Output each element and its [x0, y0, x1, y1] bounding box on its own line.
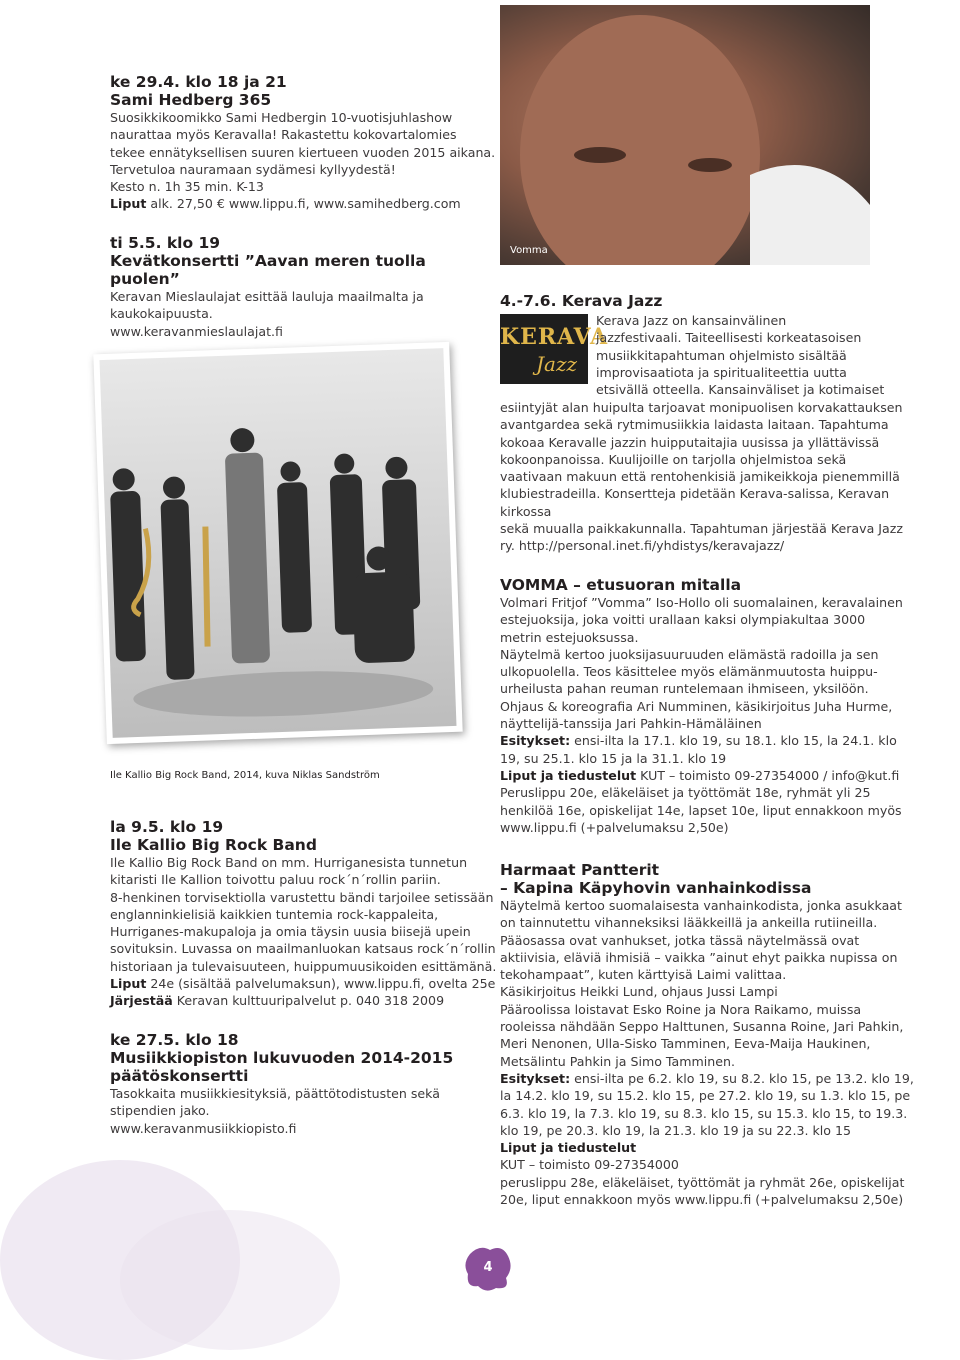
- tickets-text: 24e (sisältää palvelumaksun), www.lippu.fi, ovelta 25e: [146, 976, 496, 992]
- vomma-photo-caption: Vomma: [510, 245, 548, 256]
- text-line: Pääroolissa loistavat Esko Roine ja Nora Raikamo, muissa: [500, 1001, 862, 1017]
- shows-line: la 14.2. klo 19, su 15.2. klo 15, pe 27.2. klo 19, su 1.3. klo 15, pe: [500, 1088, 911, 1104]
- text-line: Tervetuloa nauramaan sydämesi kyllyydestä!: [110, 161, 396, 177]
- text-line: Kerava Jazz on kansainvälinen: [596, 313, 787, 328]
- tickets-label: Liput: [110, 196, 147, 212]
- tickets-label: Liput ja tiedustelut: [500, 767, 637, 783]
- text-line: Peruslippu 20e, eläkeläiset ja työttömät 18e, ryhmät yli 25: [500, 785, 871, 801]
- text-line: kokoonpanoissa. Kuulijoille on tarjolla ohjelmistoa sekä: [500, 451, 847, 467]
- text-line: Käsikirjoitus Heikki Lund, ohjaus Jussi Lampi: [500, 984, 778, 1000]
- shows-line: [500, 1070, 914, 1087]
- text-line: ulkopuolella. Teos käsittelee myös elämänmuutosta huippu-: [500, 664, 878, 680]
- event-kevatkonsertti: [110, 234, 490, 340]
- text-line: henkilöä 16e, opiskelijat 14e, lapset 10e, liput ennakkoon myös: [500, 802, 902, 818]
- event-date: la 9.5. klo 19: [110, 818, 224, 836]
- text-line: näyttelijä-tanssija Jari Pahkin-Hämäläinen: [500, 716, 762, 732]
- text-line: Keravan Mieslaulajat esittää lauluja maailmalta ja: [110, 289, 424, 304]
- text-line: sovituksin. Luvassa on maailmanluokan katsaus rock´n´rollin: [110, 941, 496, 957]
- text-line: estejuoksija, joka voitti urallaan kaksi olympiakultaa 3000: [500, 612, 866, 628]
- band-silhouettes: [100, 348, 457, 738]
- text-line: metrin estejuoksussa.: [500, 629, 639, 645]
- event-date: ti 5.5. klo 19: [110, 234, 221, 252]
- event-harmaat-pantterit: [500, 861, 914, 1208]
- text-line: rooleissa nähdään Seppo Halttunen, Susanna Roine, Jari Pahkin,: [500, 1019, 904, 1035]
- organizer-label: Järjestää: [110, 993, 173, 1009]
- text-line: vaativaan makuun että rentohenkisiä jamikeikkoja pienemmillä: [500, 469, 900, 485]
- text-line: www.lippu.fi (+palvelumaksu 2,50e): [500, 819, 729, 835]
- text-line: on tainnutettu vihanneksiksi lääkkeillä ja ankeilla rutiineilla.: [500, 915, 878, 931]
- organizer-text: Keravan kulttuuripalvelut p. 040 318 2009: [172, 993, 445, 1009]
- jazz-title: 4.-7.6. Kerava Jazz: [500, 292, 663, 310]
- text-line: historiaan ja tulevaisuuteen, huippumuusikoiden esittämänä.: [110, 958, 497, 974]
- tickets-line: [500, 767, 900, 784]
- text-line: aktiivisia, eläviä ihmisiä – vaikka ”ainut ehyt paikka nupissa on: [500, 949, 898, 965]
- tickets-text: KUT – toimisto 09-27354000 / info@kut.fi: [636, 767, 900, 783]
- text-line: Tasokkaita musiikkiesityksiä, päättötodistusten sekä: [110, 1086, 440, 1101]
- jazz-side-text: [596, 312, 886, 398]
- text-line: 20e, liput ennakkoon myös www.lippu.fi (+palvelumaksu 2,50e): [500, 1192, 904, 1208]
- tickets-line: [110, 195, 490, 212]
- event-description: [110, 1085, 490, 1137]
- shows-label: Esitykset:: [500, 733, 571, 749]
- text-line: KUT – toimisto 09-27354000: [500, 1157, 679, 1173]
- text-line: Pääosassa ovat vanhukset, jotka tässä näytelmässä ovat: [500, 932, 860, 948]
- text-line: kitaristi Ile Kallion toivottu paluu rock´n´rollin pariin.: [110, 872, 441, 888]
- kerava-jazz-logo: [500, 314, 609, 384]
- band-photo-caption: Ile Kallio Big Rock Band, 2014, kuva Niklas Sandström: [110, 770, 380, 781]
- event-musiikkiopisto: [110, 1031, 490, 1137]
- shows-text: ensi-ilta la 17.1. klo 19, su 18.1. klo 15, la 24.1. klo: [570, 733, 897, 749]
- text-line: jazzfestivaali. Taiteellisesti korkeatasoisen: [596, 330, 862, 346]
- event-ile-kallio: [110, 818, 497, 1010]
- text-line: naurattaa myös Keravalla! Rakastettu kokovartalomies: [110, 127, 457, 143]
- organizer-line: [110, 992, 490, 1009]
- text-line: tekee ennätyksellisen suuren kiertueen vuoden 2015 aikana.: [110, 144, 496, 160]
- event-description: [500, 897, 914, 1208]
- event-description: [110, 288, 490, 340]
- text-line: peruslippu 28e, eläkeläiset, työttömät ja ryhmät 26e, opiskelijat: [500, 1174, 905, 1190]
- text-line: sekä muualla paikkakunnalla. Tapahtuman järjestää Kerava Jazz: [500, 521, 903, 537]
- text-line: Hurriganes-makupaloja ja omia täysin uusia biisejä upein: [110, 924, 471, 940]
- shows-line: klo 19, pe 20.3. klo 19, la 21.3. klo 19 ja su 22.3. klo 15: [500, 1122, 851, 1138]
- text-line: stipendien jako.: [110, 1103, 210, 1119]
- event-title: Ile Kallio Big Rock Band: [110, 836, 317, 854]
- text-line: avantgardea sekä rytmimusiikkia laidasta laitaan. Tapahtuma: [500, 417, 889, 433]
- event-date: ke 27.5. klo 18: [110, 1031, 239, 1049]
- text-line: Metsälintu Pahkin ja Simo Tamminen.: [500, 1053, 736, 1069]
- logo-text-jazz: Jazz: [536, 352, 578, 376]
- website-link[interactable]: www.keravanmieslaulajat.fi: [110, 323, 283, 339]
- event-description: [110, 854, 497, 1010]
- text-line: Ohjaus & koreografia Ari Numminen, käsikirjoitus Juha Hurme,: [500, 698, 893, 714]
- tickets-text[interactable]: alk. 27,50 € www.lippu.fi, www.samihedberg.com: [146, 196, 461, 212]
- text-line: etsivällä otteella. Kansainväliset ja kotimaiset: [596, 382, 885, 398]
- band-photo: [100, 348, 457, 738]
- text-line: esiintyjät alan huipulta tarjoavat monipuolisen korvakattauksen: [500, 400, 903, 415]
- vomma-face: [500, 5, 870, 265]
- text-line: Meri Nenonen, Ulla-Sisko Tamminen, Eeva-Maija Haukinen,: [500, 1036, 871, 1052]
- text-line: Ile Kallio Big Rock Band on mm. Hurriganesista tunnetun: [110, 855, 468, 870]
- website-link[interactable]: www.keravanmusiikkiopisto.fi: [110, 1120, 297, 1136]
- tickets-label: Liput: [110, 976, 147, 992]
- text-line: Näytelmä kertoo juoksijasuuruuden elämästä radoilla ja sen: [500, 646, 879, 662]
- shows-line: 19, su 25.1. klo 15 ja la 31.1. klo 19: [500, 750, 727, 766]
- text-line: kaukokaipuusta.: [110, 306, 213, 322]
- event-description: [110, 109, 496, 213]
- text-line: kokoaa Keravalle jazzin huipputaitajia uusissa ja yllättävissä: [500, 434, 880, 450]
- event-title-line: Musiikkiopiston lukuvuoden 2014-2015: [110, 1049, 454, 1067]
- website-link[interactable]: ry. http://personal.inet.fi/yhdistys/keravajazz/: [500, 538, 785, 554]
- shows-line: [500, 732, 897, 749]
- text-line: kirkossa: [500, 503, 552, 519]
- tickets-label: Liput ja tiedustelut: [500, 1140, 637, 1156]
- event-title-line: päätöskonsertti: [110, 1067, 249, 1085]
- shows-text: ensi-ilta pe 6.2. klo 19, su 8.2. klo 15, pe 13.2. klo 19,: [570, 1070, 914, 1086]
- event-title: VOMMA – etusuoran mitalla: [500, 576, 742, 594]
- text-line: Volmari Fritjof ”Vomma” Iso-Hollo oli suomalainen, keravalainen: [500, 595, 903, 610]
- band-photo-frame: [93, 342, 462, 744]
- shows-line: 6.3. klo 19, la 7.3. klo 19, su 8.3. klo 15, su 15.3. klo 15, to 19.3.: [500, 1105, 908, 1121]
- text-line: englanninkielisiä kaikkien tuntemia rock-kappaleita,: [110, 906, 439, 922]
- shows-label: Esitykset:: [500, 1070, 571, 1086]
- event-title: Kevätkonsertti ”Aavan meren tuolla puolen”: [110, 252, 426, 288]
- event-title-line: Harmaat Pantterit: [500, 861, 660, 879]
- event-title-line: – Kapina Käpyhovin vanhainkodissa: [500, 879, 812, 897]
- event-sami-hedberg: [110, 73, 496, 213]
- text-line: urheilusta pahan reuman runtelemaan ihmiseen, yksilöön.: [500, 681, 869, 697]
- page-number-badge: [462, 1244, 514, 1294]
- event-description: [500, 594, 903, 836]
- text-line: musiikkitapahtuman ohjelmisto sisältää: [596, 347, 847, 363]
- text-line: improvisaatiota ja spiritualiteettia uutta: [596, 364, 847, 380]
- watercolor-splash: [120, 1210, 340, 1350]
- jazz-description: [500, 399, 903, 555]
- text-line: Näytelmä kertoo suomalaisesta vanhainkodista, jonka asukkaat: [500, 898, 902, 913]
- text-line: Suosikkikoomikko Sami Hedbergin 10-vuotisjuhlashow: [110, 110, 453, 125]
- event-vomma: [500, 576, 903, 836]
- vomma-photo: [500, 5, 870, 265]
- logo-text-kerava: KERAVA: [500, 324, 609, 350]
- page-number: 4: [483, 1260, 493, 1275]
- event-date: ke 29.4. klo 18 ja 21: [110, 73, 287, 91]
- event-title: Sami Hedberg 365: [110, 91, 272, 109]
- text-line: 8-henkinen torvisektiolla varustettu bändi tarjoilee setissään: [110, 889, 494, 905]
- text-line: tekohampaat”, kuten kärttyisä Laimi valittaa.: [500, 967, 787, 983]
- tickets-line: [110, 975, 496, 992]
- text-line: Kesto n. 1h 35 min. K-13: [110, 179, 264, 195]
- text-line: klubiestradeilla. Konsertteja pidetään Kerava-salissa, Keravan: [500, 486, 890, 502]
